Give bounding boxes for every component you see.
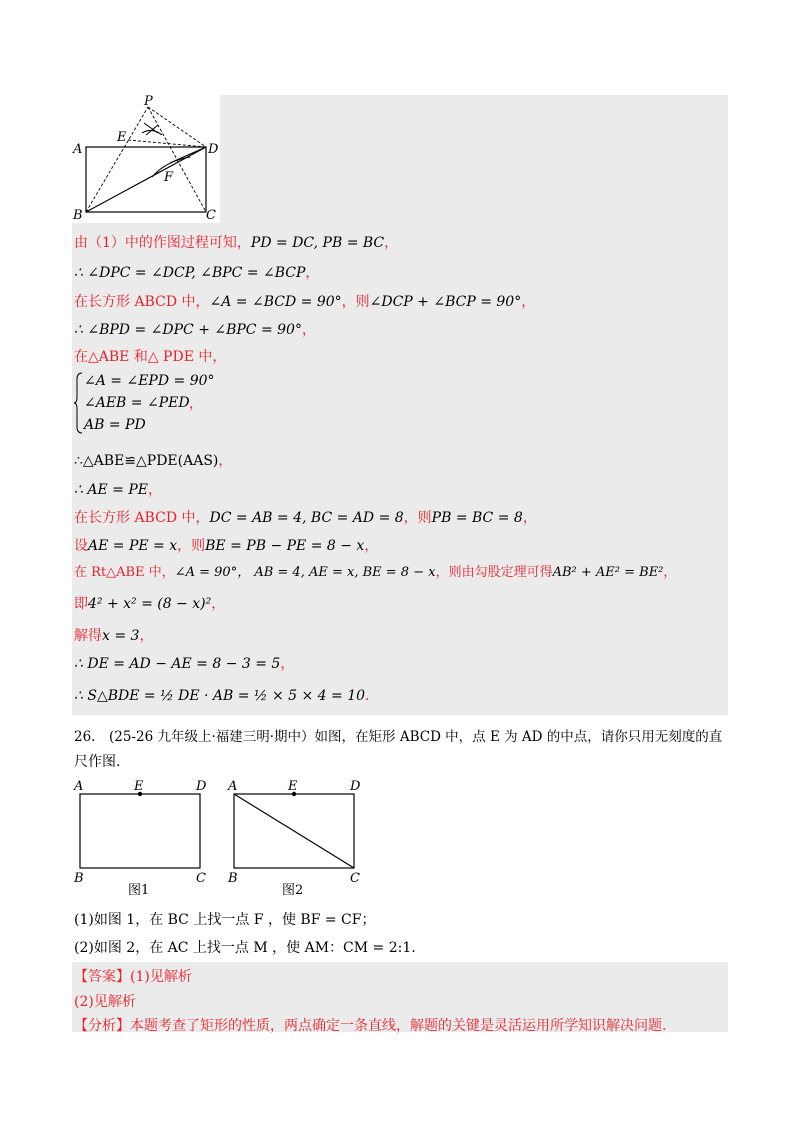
fig1-caption: 图1 — [128, 883, 150, 898]
text-red-2: ，则由勾股定理可得 — [435, 565, 553, 580]
question-line-1: 26. (25-26 九年级上·福建三明·期中）如图，在矩形 ABCD 中，点 E 为 AD 的中点，请你只用无刻度的直 — [74, 729, 723, 745]
question-line-2: 尺作图. — [74, 754, 121, 770]
tail: ， — [364, 538, 379, 554]
analysis-text: 本题考查了矩形的性质，两点确定一条直线，解题的关键是灵活运用所学知识解决问题. — [130, 1018, 667, 1034]
solution-line-3 — [74, 292, 535, 312]
text-red: 设 — [74, 538, 88, 554]
fig1-label-c: C — [196, 871, 206, 886]
fig2-label-b: B — [228, 871, 238, 886]
text-red: 在长方形 ABCD 中， — [74, 294, 210, 310]
solution-line-6 — [74, 451, 232, 471]
fig2-caption: 图2 — [282, 883, 304, 898]
label-f: F — [164, 170, 174, 185]
tail: ， — [521, 294, 536, 310]
fig2-label-c: C — [350, 871, 360, 886]
math: ∴ S△BDE = ½ DE · AB = ½ × 5 × 4 = 10 — [74, 688, 366, 704]
text-red-2: ，则 — [403, 510, 432, 526]
label-a: A — [73, 142, 83, 157]
text-red-2: ，则 — [341, 294, 370, 310]
solution-line-4 — [74, 320, 316, 340]
text-red: 由（1）中的作图过程可知， — [74, 235, 251, 251]
math: ∴ DE = AD − AE = 8 − 3 = 5 — [74, 656, 281, 672]
fig1-label-e: E — [134, 779, 144, 794]
fig2-diagonal-ac — [234, 794, 354, 868]
tail: ， — [147, 482, 162, 498]
text-red: 解得 — [74, 628, 102, 644]
answer-tag: 【答案】 — [74, 969, 130, 985]
analysis-line — [74, 1016, 666, 1036]
part-1: (1)如图 1，在 BC 上找一点 F ，使 BF = CF； — [74, 912, 376, 928]
math: ∠A = ∠BCD = 90° — [209, 294, 342, 310]
solution-line-5 — [74, 347, 226, 367]
math: AE = PE = x — [88, 538, 178, 554]
math: ∴ AE = PE — [74, 482, 148, 498]
math: PD = DC, PB = BC — [250, 235, 385, 251]
math-2: BE = PB − PE = 8 − x — [205, 538, 365, 554]
solution-line-1 — [74, 233, 398, 253]
label-c: C — [206, 208, 216, 223]
tail: ． — [365, 688, 380, 704]
tail: ， — [218, 453, 233, 469]
math: ∴ ∠BPD = ∠DPC + ∠BPC = 90° — [74, 322, 302, 338]
fig1-label-b: B — [74, 871, 84, 886]
fig2-label-e: E — [288, 779, 298, 794]
tail: ， — [280, 656, 295, 672]
brace-icon — [74, 371, 84, 435]
solution-line-11 — [74, 594, 225, 614]
solution-line-10 — [74, 563, 676, 583]
fig1-rect — [80, 794, 200, 868]
text-red: 即 — [74, 596, 88, 612]
solution-line-2 — [74, 263, 319, 283]
text-red-2: ，则 — [177, 538, 206, 554]
math: 4² + x² = (8 − x)² — [88, 596, 212, 612]
solution-line-7 — [74, 480, 162, 500]
tail: ， — [139, 628, 154, 644]
fig2-label-a: A — [228, 779, 238, 794]
label-e: E — [117, 130, 127, 145]
math: ∴△ABE≌△PDE(AAS) — [74, 453, 219, 469]
label-p: P — [144, 95, 153, 109]
text-red: 在△ABE 和△ PDE 中， — [74, 349, 227, 365]
tail: ， — [305, 265, 320, 281]
answer-line-2 — [74, 992, 136, 1012]
analysis-tag: 【分析】 — [74, 1018, 130, 1034]
part-2: (2)如图 2，在 AC 上找一点 M ，使 AM：CM = 2:1. — [74, 940, 416, 956]
math-2: ∠DCP + ∠BCP = 90° — [369, 294, 522, 310]
answer-line — [74, 967, 192, 987]
tail: ， — [384, 235, 399, 251]
label-b: B — [73, 208, 83, 223]
solution-line-9 — [74, 536, 378, 556]
brace-tail: ， — [189, 396, 203, 412]
figure-rectangle-fold — [70, 95, 220, 223]
math: ∴ ∠DPC = ∠DCP, ∠BPC = ∠BCP — [74, 265, 306, 281]
tail: ， — [211, 596, 226, 612]
math: x = 3 — [102, 628, 140, 644]
tail: ， — [522, 510, 537, 526]
solution-background — [218, 95, 728, 223]
fig1-label-d: D — [196, 779, 207, 794]
brace-line-1: ∠A = ∠EPD = 90° — [84, 373, 215, 389]
figure-1 — [70, 776, 220, 900]
solution-line-14 — [74, 686, 379, 706]
solution-line-12 — [74, 626, 153, 646]
text-red: 在 Rt△ABE 中， — [74, 565, 175, 580]
answer-text-1: (1)见解析 — [130, 969, 192, 985]
math: DC = AB = 4, BC = AD = 8 — [209, 510, 404, 526]
label-d: D — [208, 142, 219, 157]
math-2: AB² + AE² = BE² — [552, 565, 664, 580]
tail: ， — [663, 565, 677, 580]
brace-line-2: ∠AEB = ∠PED — [84, 395, 190, 411]
figure-2 — [224, 776, 374, 900]
brace-line-3: AB = PD — [84, 417, 146, 433]
fig1-label-a: A — [74, 779, 84, 794]
tail: ， — [301, 322, 316, 338]
solution-line-8 — [74, 508, 537, 528]
fig2-label-d: D — [350, 779, 361, 794]
answer-text-2: (2)见解析 — [74, 994, 136, 1010]
math: ∠A = 90°， AB = 4, AE = x, BE = 8 − x — [174, 565, 436, 580]
solution-line-13 — [74, 654, 294, 674]
math-2: PB = BC = 8 — [431, 510, 523, 526]
text-red: 在长方形 ABCD 中， — [74, 510, 210, 526]
